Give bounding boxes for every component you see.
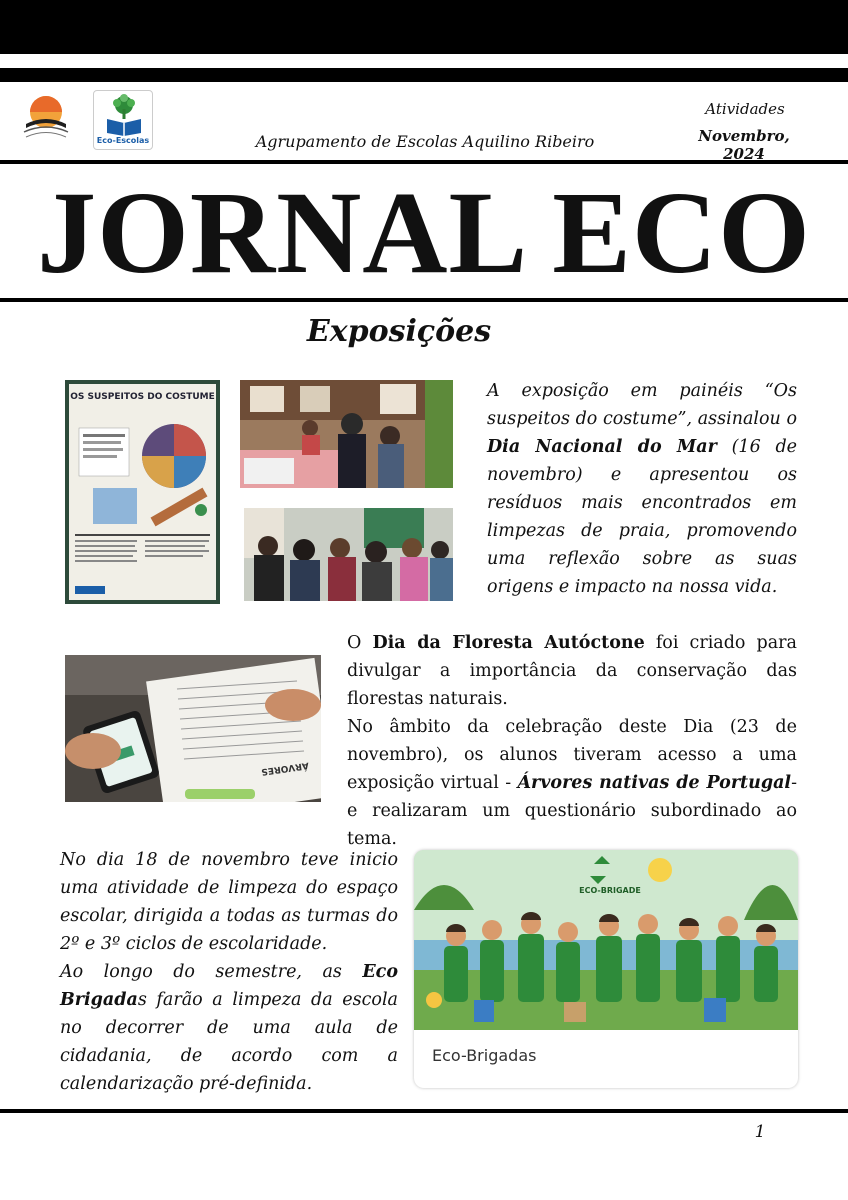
students-group-photo — [244, 508, 453, 601]
forest-article-text — [347, 629, 797, 853]
forest-text-2: foi criado para divulgar a importância da conservação das florestas naturais. — [347, 633, 797, 709]
forest-text-1: O — [347, 633, 373, 653]
exhibit-poster-photo — [65, 380, 220, 604]
footer-divider — [0, 1109, 848, 1113]
school-name: Agrupamento de Escolas Aquilino Ribeiro — [255, 132, 595, 151]
exhibit-text-2: (16 de novembro) e apresentou os resíduos mais encontrados em limpezas de praia, promovendo uma reflexão sobre as suas origens e impacto na nossa vida. — [487, 437, 798, 597]
quiz-phone-photo — [65, 655, 321, 802]
eco-escolas-logo-label: Eco-Escolas — [96, 136, 150, 145]
exhibit-visit-photo — [240, 380, 453, 488]
poster-title: OS SUSPEITOS DO COSTUME — [70, 392, 215, 402]
header-thick-rule — [0, 68, 848, 82]
eco-banner-text: ECO-BRIGADE — [579, 886, 641, 895]
page-number: 1 — [754, 1122, 766, 1142]
section-label: Atividades — [705, 100, 785, 118]
top-black-bar — [0, 0, 848, 54]
eco-brigade-card — [414, 850, 798, 1088]
school-logo — [20, 92, 72, 144]
eco-brigade-illustration — [414, 850, 798, 1030]
forest-highlight-1: Dia da Floresta Autóctone — [372, 633, 645, 653]
cleanup-text-1: No dia 18 de novembro teve inicio uma atividade de limpeza do espaço escolar, dirigida a todas as turmas do 2º e 3º ciclos de escolaridade. — [60, 850, 398, 954]
eco-card-caption: Eco-Brigadas — [432, 1046, 537, 1065]
masthead-divider — [0, 298, 848, 302]
forest-text-4: - e realizaram um questionário subordinado ao tema. — [347, 773, 797, 849]
quiz-sheet-label: ÁRVORES — [260, 759, 310, 777]
issue-date: Novembro, 2024 — [698, 127, 790, 163]
masthead-title: JORNAL ECO — [37, 167, 811, 298]
forest-text-3: No âmbito da celebração deste Dia (23 de novembro), os alunos tiveram acesso a uma exposição virtual - — [347, 717, 797, 793]
eco-escolas-logo — [93, 90, 153, 150]
cleanup-highlight: Eco Brigada — [60, 962, 398, 1010]
exhibit-text-1: A exposição em painéis “Os suspeitos do costume”, assinalou o — [487, 381, 797, 429]
exhibit-highlight: Dia Nacional do Mar — [487, 437, 717, 457]
cleanup-article-text — [60, 846, 398, 1098]
cleanup-text-3: s farão a limpeza da escola no decorrer de uma aula de cidadania, de acordo com a calendarização pré-definida. — [60, 990, 398, 1094]
section-heading: Exposições — [306, 314, 492, 349]
exhibit-article-text — [487, 377, 797, 601]
forest-highlight-2: Árvores nativas de Portugal — [517, 773, 792, 793]
cleanup-text-2: Ao longo do semestre, as — [60, 962, 363, 982]
